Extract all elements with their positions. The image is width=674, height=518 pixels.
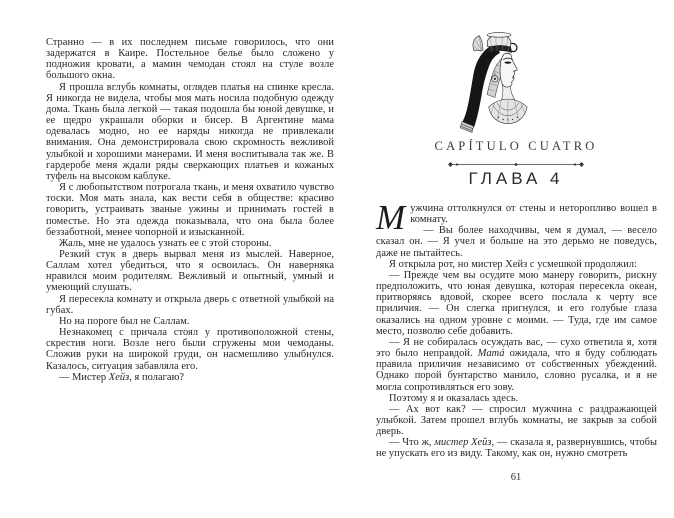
drop-cap: М — [376, 198, 406, 237]
paragraph: Незнакомец с причала стоял у противоположной стены, скрестив ноги. Возле него были сгружены мои чемоданы. Сложив руки на широкой груди, он насмешливо улыбнулся. Казалось, ситуация забавляла его. — [46, 327, 334, 372]
paragraph: Странно — в их последнем письме говорилось, что они задержатся в Каире. Постельное белье было сложено у подножия кровати, а мамин чемодан стоял на стуле возле большого окна. — [46, 37, 334, 82]
chapter-title: ГЛАВА 4 — [468, 169, 564, 188]
paragraph: Жаль, мне не удалось узнать ее с этой стороны. — [59, 237, 272, 249]
paragraph: — Прежде чем вы осудите мою манеру говорить, рискну предположить, что юная девушка, которая пересекла океан, притворяясь вдовой, скорее всего послала к черту все приличия. — Он слегка пригнулся, и его голубые глаза оказались на одном уровне с моими. — Туда, где им самое место, позволю себе добавить. — [376, 269, 657, 337]
paragraph: — Ах вот как? — спросил мужчина с раздражающей улыбкой. Затем прошел вглубь комнаты, не закрыв за собой дверь. — [376, 403, 657, 438]
paragraph: Я открыла рот, но мистер Хейз с усмешкой продолжил: — [389, 258, 638, 270]
paragraph: — Вы более находчивы, чем я думал, — весело сказал он. — Я учел и больше на это дерьмо не поведусь, даже не пытайтесь. — [376, 225, 657, 259]
collar — [489, 99, 527, 123]
diadem — [488, 45, 512, 53]
egyptian-queen-illustration — [458, 31, 538, 135]
paragraph: Я с любопытством потрогала ткань, и меня охватило чувство тоски. Моя мать знала, как вести себя в обществе: красиво говорить, устраивать званые ужины и принимать гостей в поместье. Но эта одежда показывала, что она была более беззаботной, менее чопорной и изысканной. — [46, 182, 334, 238]
page-number: 61 — [510, 472, 522, 483]
paragraph: — Я не собиралась осуждать вас, — сухо ответила я, хотя это было неправдой. Mamá ожидала, что я буду соблюдать правила приличия независимо от собственных убеждений. Однако порой бунтарство манило, словно русалка, и я не могла сопротивляться его зову. — [376, 336, 658, 393]
chapter-label: CAPÍTULO CUATRO — [434, 139, 598, 153]
left-page-text — [46, 37, 334, 383]
uraeus-icon — [511, 43, 517, 51]
paragraph: — Что ж, мистер Хейз, — сказала я, развернувшись, чтобы не упускать его из виду. Такому, как он, нужно смотреть — [376, 437, 658, 460]
paragraph: Но на пороге был не Саллам. — [59, 315, 190, 327]
right-page-text — [376, 198, 658, 460]
feather-fan-icon — [473, 36, 483, 52]
paragraph: Мужчина оттолкнулся от стены и неторопливо вошел в комнату. — [376, 198, 657, 237]
paragraph: Я пересекла комнату и открыла дверь с ответной улыбкой на губах. — [46, 293, 334, 316]
chapter-divider-rule — [445, 160, 587, 169]
paragraph: Поэтому я и оказалась здесь. — [389, 392, 519, 404]
paragraph: Резкий стук в дверь вырвал меня из мыслей. Наверное, Саллам хотел убедиться, что я освоилась. Он наверняка нравился моим родителям. Вежливый и опытный, умный и умеющий слушать. — [46, 248, 334, 294]
crown-icon — [487, 33, 511, 47]
paragraph: Я прошла вглубь комнаты, оглядев платья на спинке кресла. Я никогда не видела, чтобы моя мать носила подобную одежду дома. Ткань была легкой — такая подошла бы юной девушке, и ее щедро украшали оборки и бисер. В Аргентине мама одевалась модно, но ее наряды никогда не привлекали внимания. Она демонстрировала свою скромность вежливой улыбкой и хорошими манерами. И меня воспитывала так же. В гардеробе меня ждали ряды сверкающих платьев и кожаных туфель на высоком каблуке. — [46, 81, 334, 182]
paragraph: — Мистер Хейз, я полагаю? — [59, 371, 185, 383]
